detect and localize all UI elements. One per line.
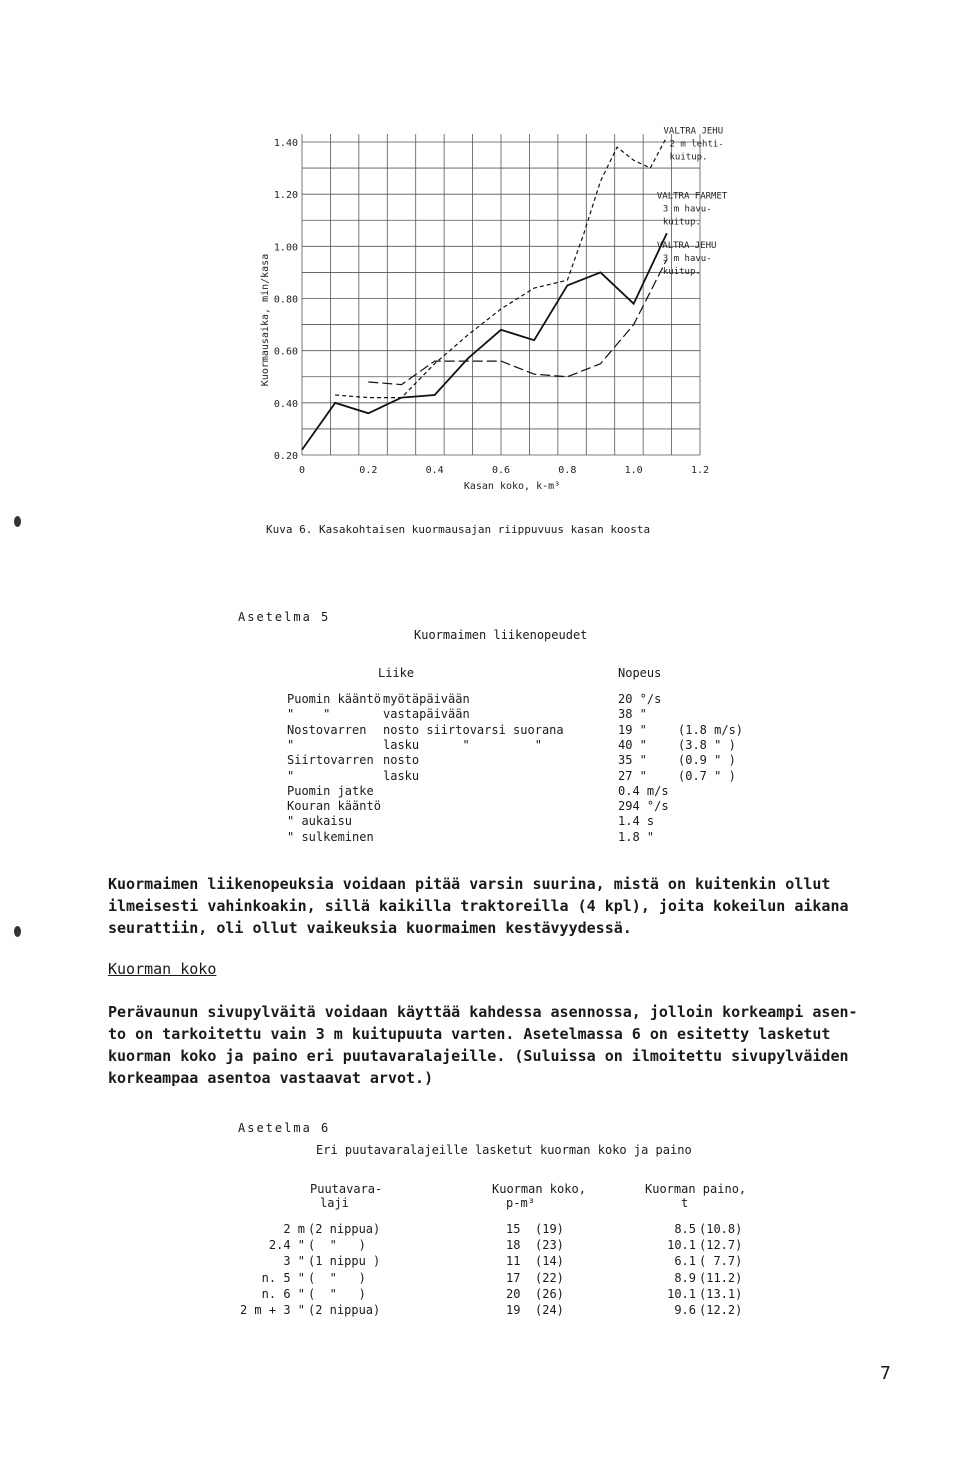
series-line-2 [302,233,667,449]
t5-alt: (1.8 m/s) [678,722,744,737]
t6-weight-alt: (13.1) [699,1286,743,1301]
t5-part: " sulkeminen [287,829,374,844]
t5-alt: (0.9 " ) [678,753,736,768]
t5-part: Siirtovarren [287,753,374,768]
t6-bundle: (2 nippua) [308,1303,381,1317]
t6-size: 11 [506,1254,521,1269]
table5-title: Kuormaimen liikenopeudet [414,628,588,642]
x-tick-label: 0.2 [359,465,378,476]
series-labels [657,126,728,277]
t6-size-alt: (26) [535,1286,564,1301]
y-tick-label: 0.80 [273,294,298,306]
t6-size-alt: (23) [535,1238,564,1253]
y-tick-label: 0.60 [273,346,298,358]
t5-action: nosto [383,753,420,768]
table5-header-speed: Nopeus [618,666,662,680]
text-line: to on tarkoitettu vain 3 m kuitupuuta varten. Asetelmassa 6 on esitetty lasketut [108,1025,831,1043]
t6-length: n. 5 " [261,1270,305,1285]
y-axis-label: Kuormausaika, min/kasa [260,253,271,387]
paragraph-liikenopeudet [108,873,849,939]
series-line-3 [368,259,667,384]
table6-header-paino: Kuorman paino, t [645,1182,747,1210]
t5-speed: 35 " [618,753,647,768]
t6-bundle: (2 nippua) [308,1222,381,1236]
series-label-line: 3 m havu- [662,254,712,265]
binding-hole-mark [14,926,21,937]
series-label-line: 3 m havu- [662,204,712,215]
t5-action: vastapäivään [383,707,470,722]
t5-part: " [287,768,295,783]
t5-speed: 27 " [618,768,647,783]
text-line: Kuormaimen liikenopeuksia voidaan pitää varsin suurina, mistä on kuitenkin ollut [108,875,831,893]
table5-header-motion: Liike [378,666,415,680]
y-tick-label: 1.40 [273,138,298,149]
series-label-line: kuitup. [669,152,708,163]
t5-speed: 0.4 m/s [618,783,669,798]
t5-alt: (0.7 " ) [678,768,736,783]
text-line: Perävaunun sivupylväitä voidaan käyttää kahdessa asennossa, jolloin korkeampi asen- [108,1003,858,1021]
t6-length: 3 " [283,1254,305,1269]
t5-action: myötäpäivään [383,692,470,706]
text-line: kuorman koko ja paino eri puutavaralajeille. (Suluissa on ilmoitettu sivupylväiden [108,1047,849,1065]
x-axis-label: Kasan koko, k-m³ [463,481,561,492]
y-tick-labels [274,138,298,462]
t6-size-alt: (19) [535,1222,564,1236]
x-tick-label: 0 [298,465,306,476]
page-number: 7 [880,1363,891,1384]
x-tick-labels [299,465,709,476]
t6-bundle: ( " ) [308,1270,366,1285]
y-tick-label: 0.20 [273,451,298,462]
table6-label: Asetelma 6 [238,1121,331,1135]
t5-speed: 1.4 s [618,814,655,829]
series-label-line: 2 m lehti- [669,139,724,150]
x-tick-label: 0.6 [491,465,511,476]
series-label-line: kuitup. [662,217,701,228]
paragraph-kuorman-koko [108,1001,858,1089]
t6-weight-alt: (11.2) [699,1270,743,1285]
t6-length: 2 m [283,1222,305,1236]
x-tick-label: 0.4 [425,465,444,476]
series-label-line: VALTRA FARMET [656,191,728,202]
t6-bundle: (1 nippu ) [308,1254,381,1269]
t6-size-alt: (14) [535,1254,564,1269]
binding-hole-mark [14,516,21,527]
t5-action: lasku " " [383,737,542,752]
t6-size: 15 [506,1222,521,1236]
t6-bundle: ( " ) [308,1238,366,1253]
x-tick-label: 1.2 [690,465,710,476]
t5-speed: 19 " [618,722,647,737]
t5-alt: (3.8 " ) [678,737,736,752]
load-time-chart [250,120,730,500]
chart-grid [302,134,700,455]
section-heading-kuorman-koko: Kuorman koko [108,960,217,978]
t6-length: 2.4 " [268,1238,305,1253]
t5-speed: 20 °/s [618,692,662,706]
t5-part: " " [287,707,331,722]
series-label-line: VALTRA JEHU [663,126,724,137]
t6-weight: 10.1 [667,1286,696,1301]
t6-weight-alt: (10.8) [699,1222,743,1236]
y-tick-label: 1.20 [273,190,298,202]
t6-bundle: ( " ) [308,1286,366,1301]
t5-part: Nostovarren [287,722,367,737]
t6-weight: 9.6 [674,1303,696,1317]
figure-caption: Kuva 6. Kasakohtaisen kuormausajan riippuvuus kasan koosta [266,523,651,536]
table6-header-laji: Puutavara- laji [310,1182,383,1210]
t6-weight-alt: (12.7) [699,1238,743,1253]
t6-length: n. 6 " [261,1286,305,1301]
table6-title: Eri puutavaralajeille lasketut kuorman koko ja paino [316,1143,692,1157]
t5-part: Puomin jatke [287,783,374,798]
t5-action: lasku [383,768,420,783]
t5-speed: 40 " [618,737,647,752]
table6-header-koko: Kuorman koko, p-m³ [492,1182,586,1210]
t5-part: " aukaisu [287,814,353,829]
t6-size-alt: (22) [535,1270,564,1285]
x-tick-label: 0.8 [558,465,577,476]
t6-size: 18 [506,1238,521,1253]
text-line: seurattiin, oli ollut vaikeuksia kuormaimen kestävyydessä. [108,919,632,937]
text-line: korkeampaa asentoa vastaavat arvot.) [108,1069,434,1087]
t5-speed: 1.8 " [618,829,655,844]
x-tick-label: 1.0 [624,465,643,476]
t6-size: 19 [506,1303,521,1317]
t6-weight-alt: ( 7.7) [699,1254,743,1269]
t5-action: nosto siirtovarsi suorana [383,722,564,737]
t6-weight: 8.9 [674,1270,696,1285]
series-label-line: VALTRA JEHU [656,241,717,252]
y-tick-label: 0.40 [273,398,298,410]
table5-label: Asetelma 5 [238,610,331,624]
t5-part: " [287,737,295,752]
t6-length: 2 m + 3 " [239,1303,305,1317]
t5-part: Kouran kääntö [287,799,381,814]
y-tick-label: 1.00 [273,242,298,254]
t6-weight: 6.1 [674,1254,696,1269]
t6-weight-alt: (12.2) [699,1303,743,1317]
t6-size: 17 [506,1270,521,1285]
text-line: ilmeisesti vahinkoakin, sillä kaikilla traktoreilla (4 kpl), joita kokeilun aikana [108,897,849,915]
t5-speed: 294 °/s [618,799,669,814]
t5-part: Puomin kääntö [287,692,381,706]
series-label-line: kuitup. [662,267,701,278]
t5-speed: 38 " [618,707,647,722]
t6-weight: 8.5 [674,1222,696,1236]
t6-size-alt: (24) [535,1303,564,1317]
t6-size: 20 [506,1286,521,1301]
t6-weight: 10.1 [667,1238,696,1253]
